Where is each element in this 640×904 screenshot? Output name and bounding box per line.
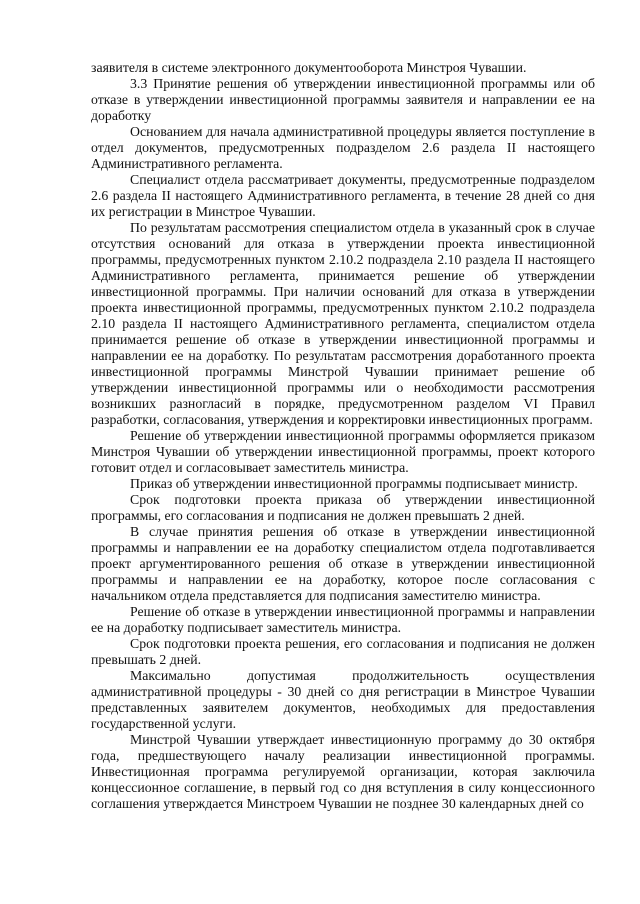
paragraph: В случае принятия решения об отказе в утверждении инвестиционной программы и направлении ее на доработку специалистом отдела подготавливается проект аргументированного решения об отказе в утверждении инвестиционной программы и направлении ее на доработку, которое после согласования с начальником отдела представляется для подписания заместителю министра. [91,524,595,603]
document-page [91,60,595,812]
paragraph: Специалист отдела рассматривает документы, предусмотренные подразделом 2.6 раздела II настоящего Административного регламента, в течение 28 дней со дня их регистрации в Минстрое Чувашии. [91,172,595,219]
paragraph: Срок подготовки проекта приказа об утверждении инвестиционной программы, его согласования и подписания не должен превышать 2 дней. [91,492,595,523]
paragraph-continuation: заявителя в системе электронного документооборота Минстроя Чувашии. [91,60,527,75]
paragraph: Основанием для начала административной процедуры является поступление в отдел документов, предусмотренных подразделом 2.6 раздела II настоящего Административного регламента. [91,124,595,171]
paragraph: По результатам рассмотрения специалистом отдела в указанный срок в случае отсутствия оснований для отказа в утверждении проекта инвестиционной программы, предусмотренных пунктом 2.10.2 подраздела 2.10 раздела II настоящего Административного регламента, принимается решение об утверждении инвестиционной программы. При наличии оснований для отказа в утверждении проекта инвестиционной программы, предусмотренных пунктом 2.10.2 подраздела 2.10 раздела II настоящего Административного регламента, специалистом отдела принимается решение об отказе в утверждении инвестиционной программы и направлении ее на доработку. По результатам рассмотрения доработанного проекта инвестиционной программы Минстрой Чувашии принимает решение об утверждении инвестиционной программы или о необходимости рассмотрения возникших разногласий в порядке, предусмотренном разделом VI Правил разработки, согласования, утверждения и корректировки инвестиционных программ. [91,220,595,427]
paragraph: Срок подготовки проекта решения, его согласования и подписания не должен превышать 2 дней. [91,636,595,667]
section-heading-3-3: 3.3 Принятие решения об утверждении инвестиционной программы или об отказе в утверждении инвестиционной программы заявителя и направлении ее на доработку [91,76,595,123]
paragraph: Приказ об утверждении инвестиционной программы подписывает министр. [130,476,578,491]
paragraph: Решение об утверждении инвестиционной программы оформляется приказом Минстроя Чувашии об утверждении инвестиционной программы, проект которого готовит отдел и согласовывает заместитель министра. [91,428,595,475]
paragraph: Решение об отказе в утверждении инвестиционной программы и направлении ее на доработку подписывает заместитель министра. [91,604,595,635]
paragraph: Максимально допустимая продолжительность осуществления административной процедуры - 30 дней со дня регистрации в Минстрое Чувашии представленных заявителем документов, необходимых для предоставления государственной услуги. [91,668,595,731]
paragraph-truncated: Минстрой Чувашии утверждает инвестиционную программу до 30 октября года, предшествующего началу реализации инвестиционной программы. Инвестиционная программа регулируемой организации, которая заключила концессионное соглашение, в первый год со дня вступления в силу концессионного соглашения утверждается Минстроем Чувашии не позднее 30 календарных дней со [91,732,595,811]
